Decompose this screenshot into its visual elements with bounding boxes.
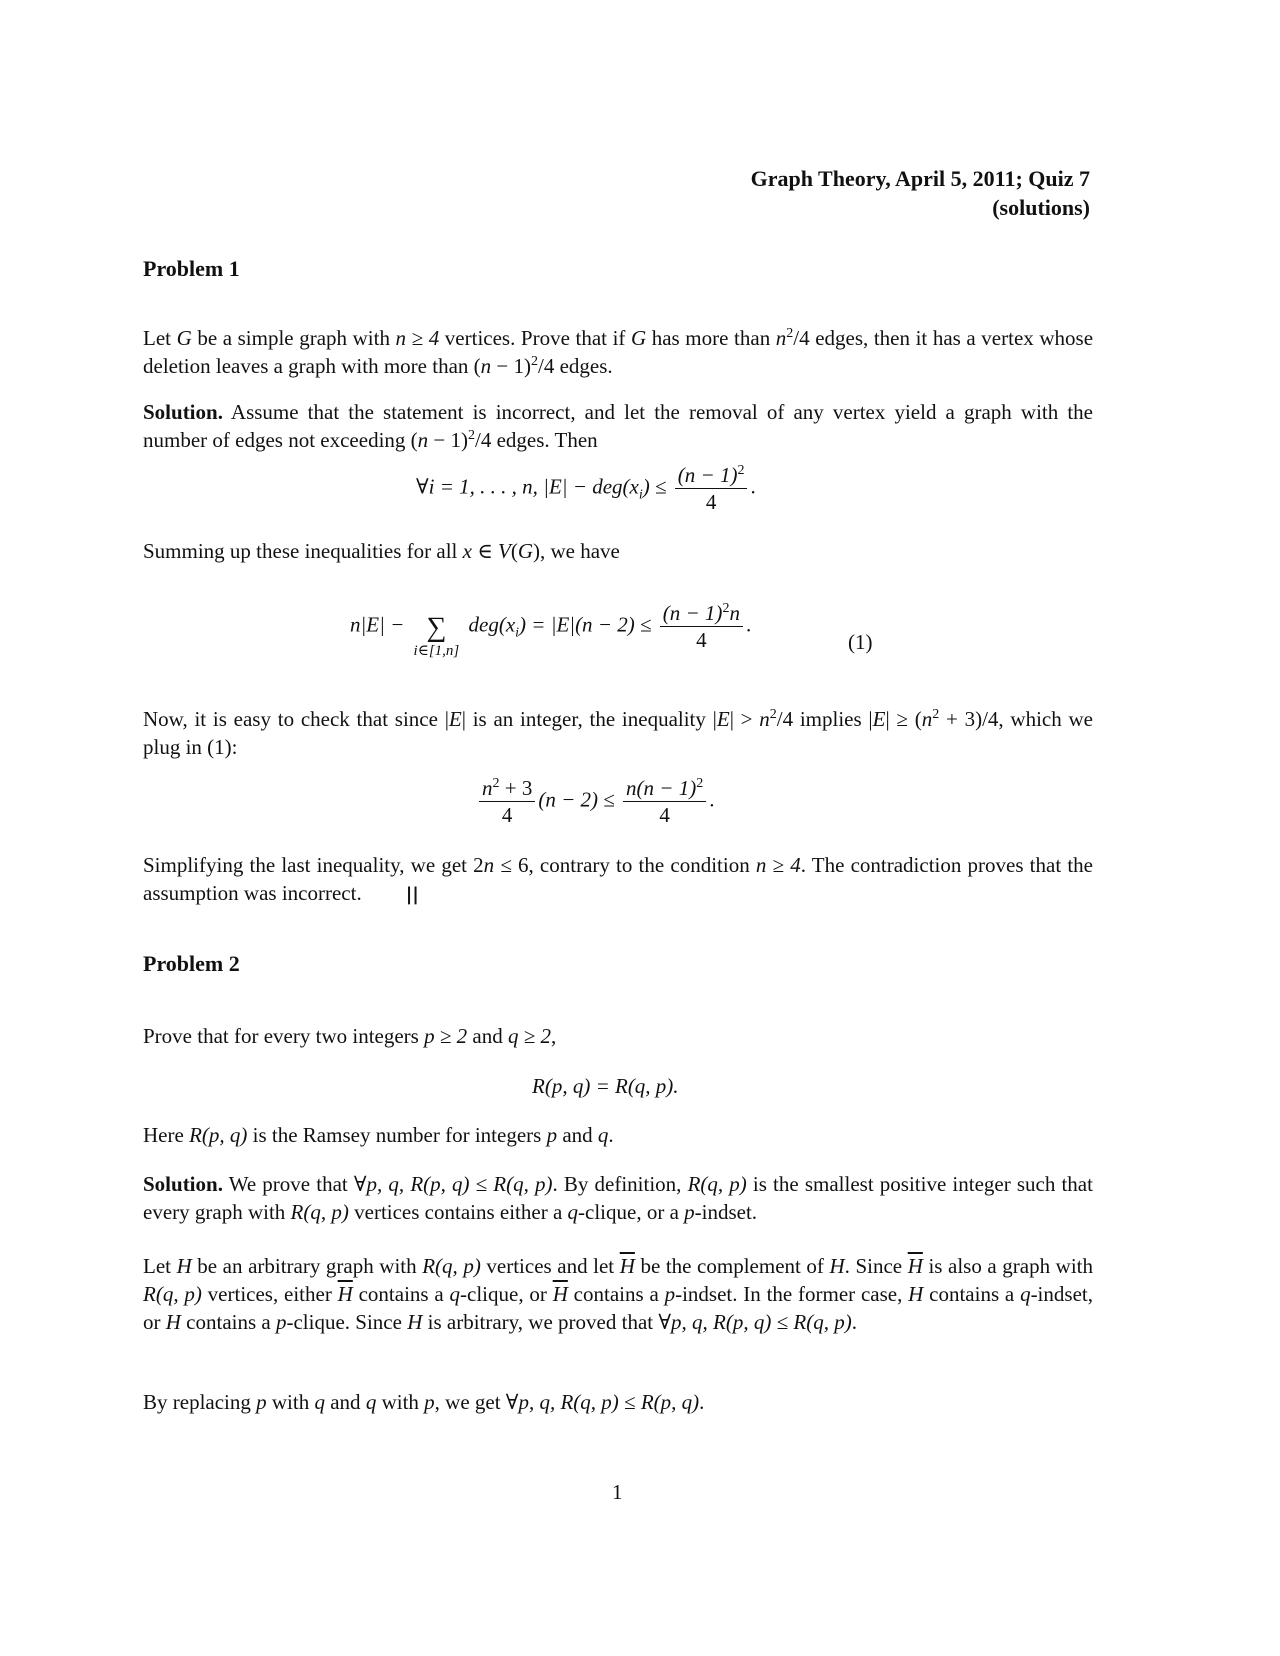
summation: ∑ i∈[1,n] [413, 611, 460, 659]
problem-2-solution: Solution. We prove that ∀p, q, R(p, q) ≤ R(q, p). By definition, R(q, p) is the smallest positive integer such that every graph with R(q, p) vertices contains either a q-clique, or a p-indset. [143, 1172, 1093, 1224]
equation-number: (1) [848, 630, 873, 654]
ramsey-symmetry-equation: R(p, q) = R(q, p). [532, 1074, 679, 1098]
equation-3-left-fraction: $\frac{n^2 + 3}{4}$ [479, 775, 535, 828]
problem-2-heading: Problem 2 [143, 951, 240, 976]
equation-3-right-fraction: $\frac{n(n - 1)^2}{4}$ [623, 775, 706, 828]
problem-1-integer-text: Now, it is easy to check that since |E| is an integer, the inequality $|E| > n^2/4$ implies $|E| \ge (n^2 + 3)/4$, which we plug in (1): [143, 707, 1093, 759]
problem-1-heading: Problem 1 [143, 256, 240, 281]
document-header [751, 164, 1090, 222]
problem-2-definition: Here R(p, q) is the Ramsey number for integers p and q. [143, 1123, 614, 1147]
equation-1-fraction: $\frac{(n - 1)^2}{4}$ [675, 462, 748, 515]
problem-1-summing-text: Summing up these inequalities for all x ∈ V(G), we have [143, 539, 620, 563]
qed-mark: || [405, 884, 419, 905]
header-title: Graph Theory, April 5, 2011; Quiz 7 [750, 166, 1090, 191]
problem-1-statement: Let G be a simple graph with n ≥ 4 vertices. Prove that if G has more than $n^2/4$ edges, then it has a vertex whose deletion leaves a graph with more than $(n - 1)^2/4$ edges. [143, 326, 1094, 378]
page-number: 1 [612, 1480, 623, 1504]
equation-2: n|E| − ∑ i∈[1,n] $deg(x_i) = |E|(n - 2)$ ≤ $\frac{(n - 1)^2n}{4}$ . [350, 601, 752, 659]
header-subtitle: (solutions) [992, 195, 1090, 220]
problem-2-statement: Prove that for every two integers p ≥ 2 and q ≥ 2, [143, 1024, 557, 1048]
problem-1-solution: Solution. Assume that the statement is incorrect, and let the removal of any vertex yield a graph with the number of edges not exceeding $(n - 1)^2/4$ edges. Then [143, 400, 1093, 452]
problem-2-complement-argument: Let H be an arbitrary graph with R(q, p) vertices and let $\overline{H}$ be the complement of H. Since $\overline{H}$ is also a graph with R(q, p) vertices, either $\overline{H}$ contains a q-clique, or $\overline{H}$ contains a p-indset. In the former case, H contains a q-indset, or H contains a p-clique. Since H is arbitrary, we proved that ∀p, q, R(p, q) ≤ R(q, p). [143, 1254, 1094, 1334]
problem-1-conclusion: Simplifying the last inequality, we get 2n ≤ 6, contrary to the condition n ≥ 4. The contradiction proves that the assumption was incorrect. || [143, 853, 1093, 905]
equation-3: $\frac{n^2 + 3}{4}$ (n − 2) ≤ $\frac{n(n - 1)^2}{4}$ . [476, 775, 714, 828]
equation-2-fraction: $\frac{(n - 1)^2n}{4}$ [660, 600, 743, 653]
problem-2-symmetry-conclusion: By replacing p with q and q with p, we get ∀p, q, R(q, p) ≤ R(p, q). [143, 1390, 705, 1414]
equation-1: ∀i = 1, . . . , n, $|E| - deg(x_i)$ ≤ $\frac{(n - 1)^2}{4}$ . [416, 463, 756, 514]
